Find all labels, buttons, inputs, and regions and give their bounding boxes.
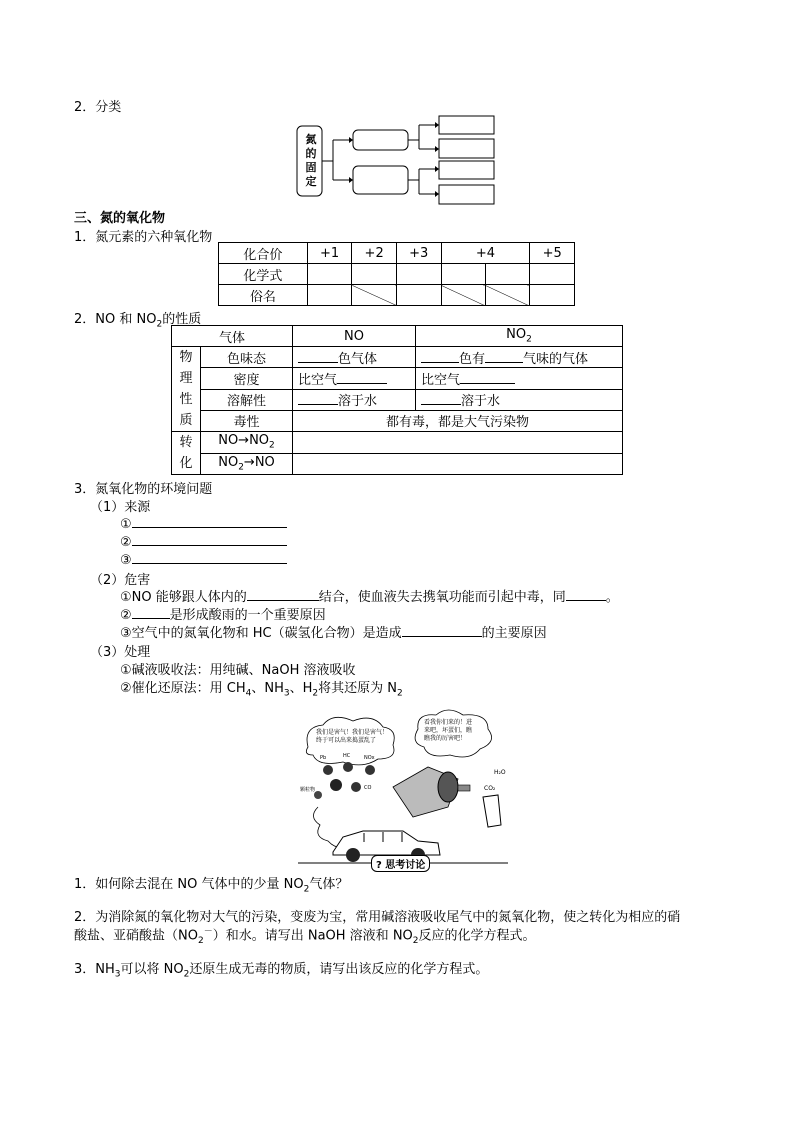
pollutant-label: HC xyxy=(343,753,351,759)
blank-cell xyxy=(530,264,575,285)
discussion-caption: ? 思考讨论 xyxy=(371,855,430,872)
valence-cell: +2 xyxy=(352,243,397,264)
blank-cell xyxy=(396,285,441,306)
no-solubility-cell: 溶于水 xyxy=(293,389,416,410)
common-name-label: 俗名 xyxy=(219,285,308,306)
no2-header: $NO_2$ xyxy=(416,326,623,347)
blank-cell xyxy=(441,264,485,285)
physical-properties-label: 物 理 性 质 xyxy=(172,347,201,432)
treatment-label: （3）处理 xyxy=(90,645,151,660)
toxicity-row-label: 毒性 xyxy=(201,410,293,431)
six-oxides-heading: 1．氮元素的六种氧化物 xyxy=(74,230,213,245)
no2-solubility-cell: 溶于水 xyxy=(416,389,623,410)
crossed-cell xyxy=(485,285,529,306)
valence-cell: +5 xyxy=(530,243,575,264)
no2-to-no-cell xyxy=(293,453,623,475)
formula-label: 化学式 xyxy=(219,264,308,285)
blank-cell xyxy=(396,264,441,285)
density-row-label: 密度 xyxy=(201,368,293,389)
properties-table xyxy=(171,325,623,475)
blank-cell xyxy=(352,264,397,285)
source-item-2: ② xyxy=(120,532,287,550)
diagram-connectors xyxy=(295,112,500,208)
question-2-line-2: 酸盐、亚硝酸盐$(NO_2^-)$和水。请写出 NaOH 溶液和 $NO_2$反应的化学方程式。 xyxy=(74,927,536,946)
fixation-root-label: 氮的固定 xyxy=(305,133,317,188)
blank-cell xyxy=(307,285,352,306)
question-1: 1．如何除去混在 NO 气体中的少量 $NO_2$气体？ xyxy=(74,877,349,895)
pollutant-label: Pb xyxy=(320,755,327,761)
classification-heading: 2．分类 xyxy=(74,100,122,115)
valence-cell: +4 xyxy=(441,243,530,264)
no-color-cell: 色气体 xyxy=(293,347,416,368)
no-density-cell: 比空气 xyxy=(293,368,416,389)
solubility-row-label: 溶解性 xyxy=(201,389,293,410)
valence-cell: +1 xyxy=(307,243,352,264)
harm-item-3: ③空气中的氮氧化物和 HC（碳氢化合物）是造成 的主要原因 xyxy=(120,622,547,641)
question-icon: ? xyxy=(376,860,382,871)
source-item-3: ③ xyxy=(120,550,287,568)
blank-cell xyxy=(307,264,352,285)
crossed-cell xyxy=(441,285,485,306)
no-header: NO xyxy=(293,326,416,347)
no2-to-no-label: $NO_2\to NO$ xyxy=(201,453,293,475)
product-label: CO₂ xyxy=(484,785,496,792)
pollutant-label: NOx xyxy=(364,755,375,761)
nitrogen-oxides-heading: 三、氮的氧化物 xyxy=(74,211,166,226)
gas-header: 气体 xyxy=(172,326,293,347)
no-to-no2-label: $NO\to NO_2$ xyxy=(201,432,293,454)
question-2-line-1: 2．为消除氮的氧化物对大气的污染，变废为宝，常用碱溶液吸收尾气中的氮氧化物，使之转化为相应的硝 xyxy=(74,910,681,925)
environment-heading: 3．氮氧化物的环境问题 xyxy=(74,482,213,497)
bubble-left-text: 我们是害气！我们是害气！ 终于可以出来捣蛋乱了 xyxy=(316,729,389,744)
no2-density-cell: 比空气 xyxy=(416,368,623,389)
pollutant-label: 颗粒物 xyxy=(300,787,316,793)
bubble-right-text: 看我你们来的！进 来吧，坏蛋们，瞧 瞧我的厉害吧！ xyxy=(424,719,473,742)
harm-label: （2）危害 xyxy=(90,573,151,588)
oxides-table xyxy=(218,242,575,306)
source-label: （1）来源 xyxy=(90,500,151,515)
no-to-no2-cell xyxy=(293,432,623,454)
source-item-1: ① xyxy=(120,514,287,532)
properties-heading: 2．NO 和 $NO_2$的性质 xyxy=(74,312,202,330)
color-row-label: 色味态 xyxy=(201,347,293,368)
toxicity-cell: 都有毒，都是大气污染物 xyxy=(293,410,623,431)
product-label: H₂O xyxy=(494,769,506,776)
blank-cell xyxy=(530,285,575,306)
valence-cell: +3 xyxy=(396,243,441,264)
conversion-label: 转 化 xyxy=(172,432,201,475)
pollutant-label: CO xyxy=(364,785,372,791)
treatment-item-1: ①碱液吸收法：用纯碱、NaOH 溶液吸收 xyxy=(120,663,356,678)
blank-cell xyxy=(485,264,529,285)
treatment-item-2: ②催化还原法：用 $CH_4$、$NH_3$、$H_2$将其还原为 $N_2$ xyxy=(120,681,403,699)
no2-color-cell: 色有 气味的气体 xyxy=(416,347,623,368)
crossed-cell xyxy=(352,285,397,306)
harm-item-2: ② 是形成酸雨的一个重要原因 xyxy=(120,604,326,623)
valence-label: 化合价 xyxy=(219,243,308,264)
question-3: 3．$NH_3$可以将 $NO_2$还原生成无毒的物质，请写出该反应的化学方程式。 xyxy=(74,962,489,980)
harm-item-1: ①NO 能够跟人体内的 结合，使血液失去携氧功能而引起中毒，同 。 xyxy=(120,586,619,605)
catalytic-converter-illustration xyxy=(298,707,508,867)
